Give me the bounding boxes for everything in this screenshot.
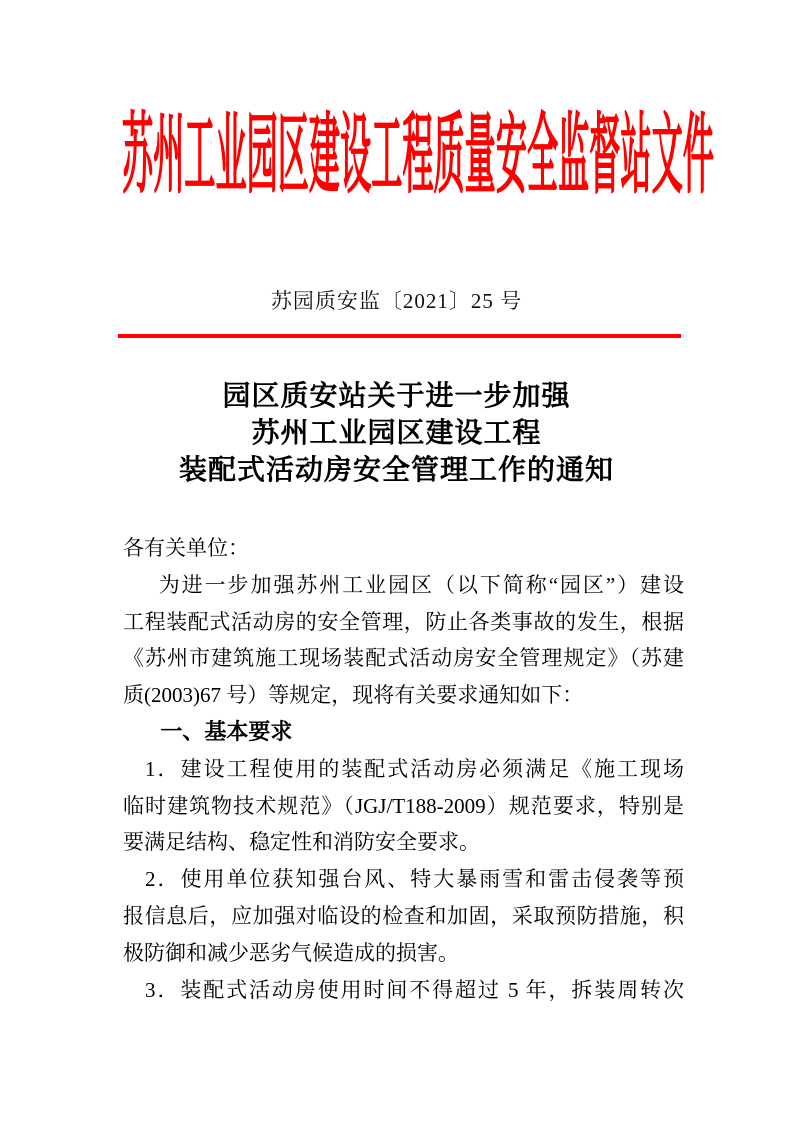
document-number: 苏园质安监〔2021〕25 号 [270,289,523,313]
body-line: 报信息后，应加强对临设的检查和加固，采取预防措施，积 [123,903,684,928]
body-line: 极防御和减少恶劣气候造成的损害。 [123,940,459,965]
body-line: 工程装配式活动房的安全管理，防止各类事故的发生，根据 [123,609,684,634]
salutation-line: 各有关单位： [123,536,249,560]
notice-title-line: 园区质安站关于进一步加强 [222,381,571,412]
body-line: 《苏州市建筑施工现场装配式活动房安全管理规定》（苏建 [123,646,684,671]
body-line: 要满足结构、稳定性和消防安全要求。 [123,830,480,855]
letterhead-title: 苏州工业园区建设工程质量安全监督站文件 [122,108,714,205]
section-heading: 一、基本要求 [160,718,293,744]
notice-title-line: 苏州工业园区建设工程 [251,418,542,449]
body-line: 1．建设工程使用的装配式活动房必须满足《施工现场 [145,756,684,781]
body-line: 质(2003)67 号）等规定，现将有关要求通知如下： [123,683,584,708]
notice-title [0,378,793,489]
notice-title-line: 装配式活动房安全管理工作的通知 [178,455,614,486]
body-line: 为进一步加强苏州工业园区（以下简称“园区”）建设 [158,572,684,597]
body-line: 2．使用单位获知强台风、特大暴雨雪和雷击侵袭等预 [145,867,684,892]
body-line: 3．装配式活动房使用时间不得超过 5 年，拆装周转次 [145,977,684,1002]
document-body [123,530,684,1008]
body-line: 临时建筑物技术规范》（JGJ/T188-2009）规范要求，特别是 [123,793,684,818]
red-divider [118,334,681,338]
